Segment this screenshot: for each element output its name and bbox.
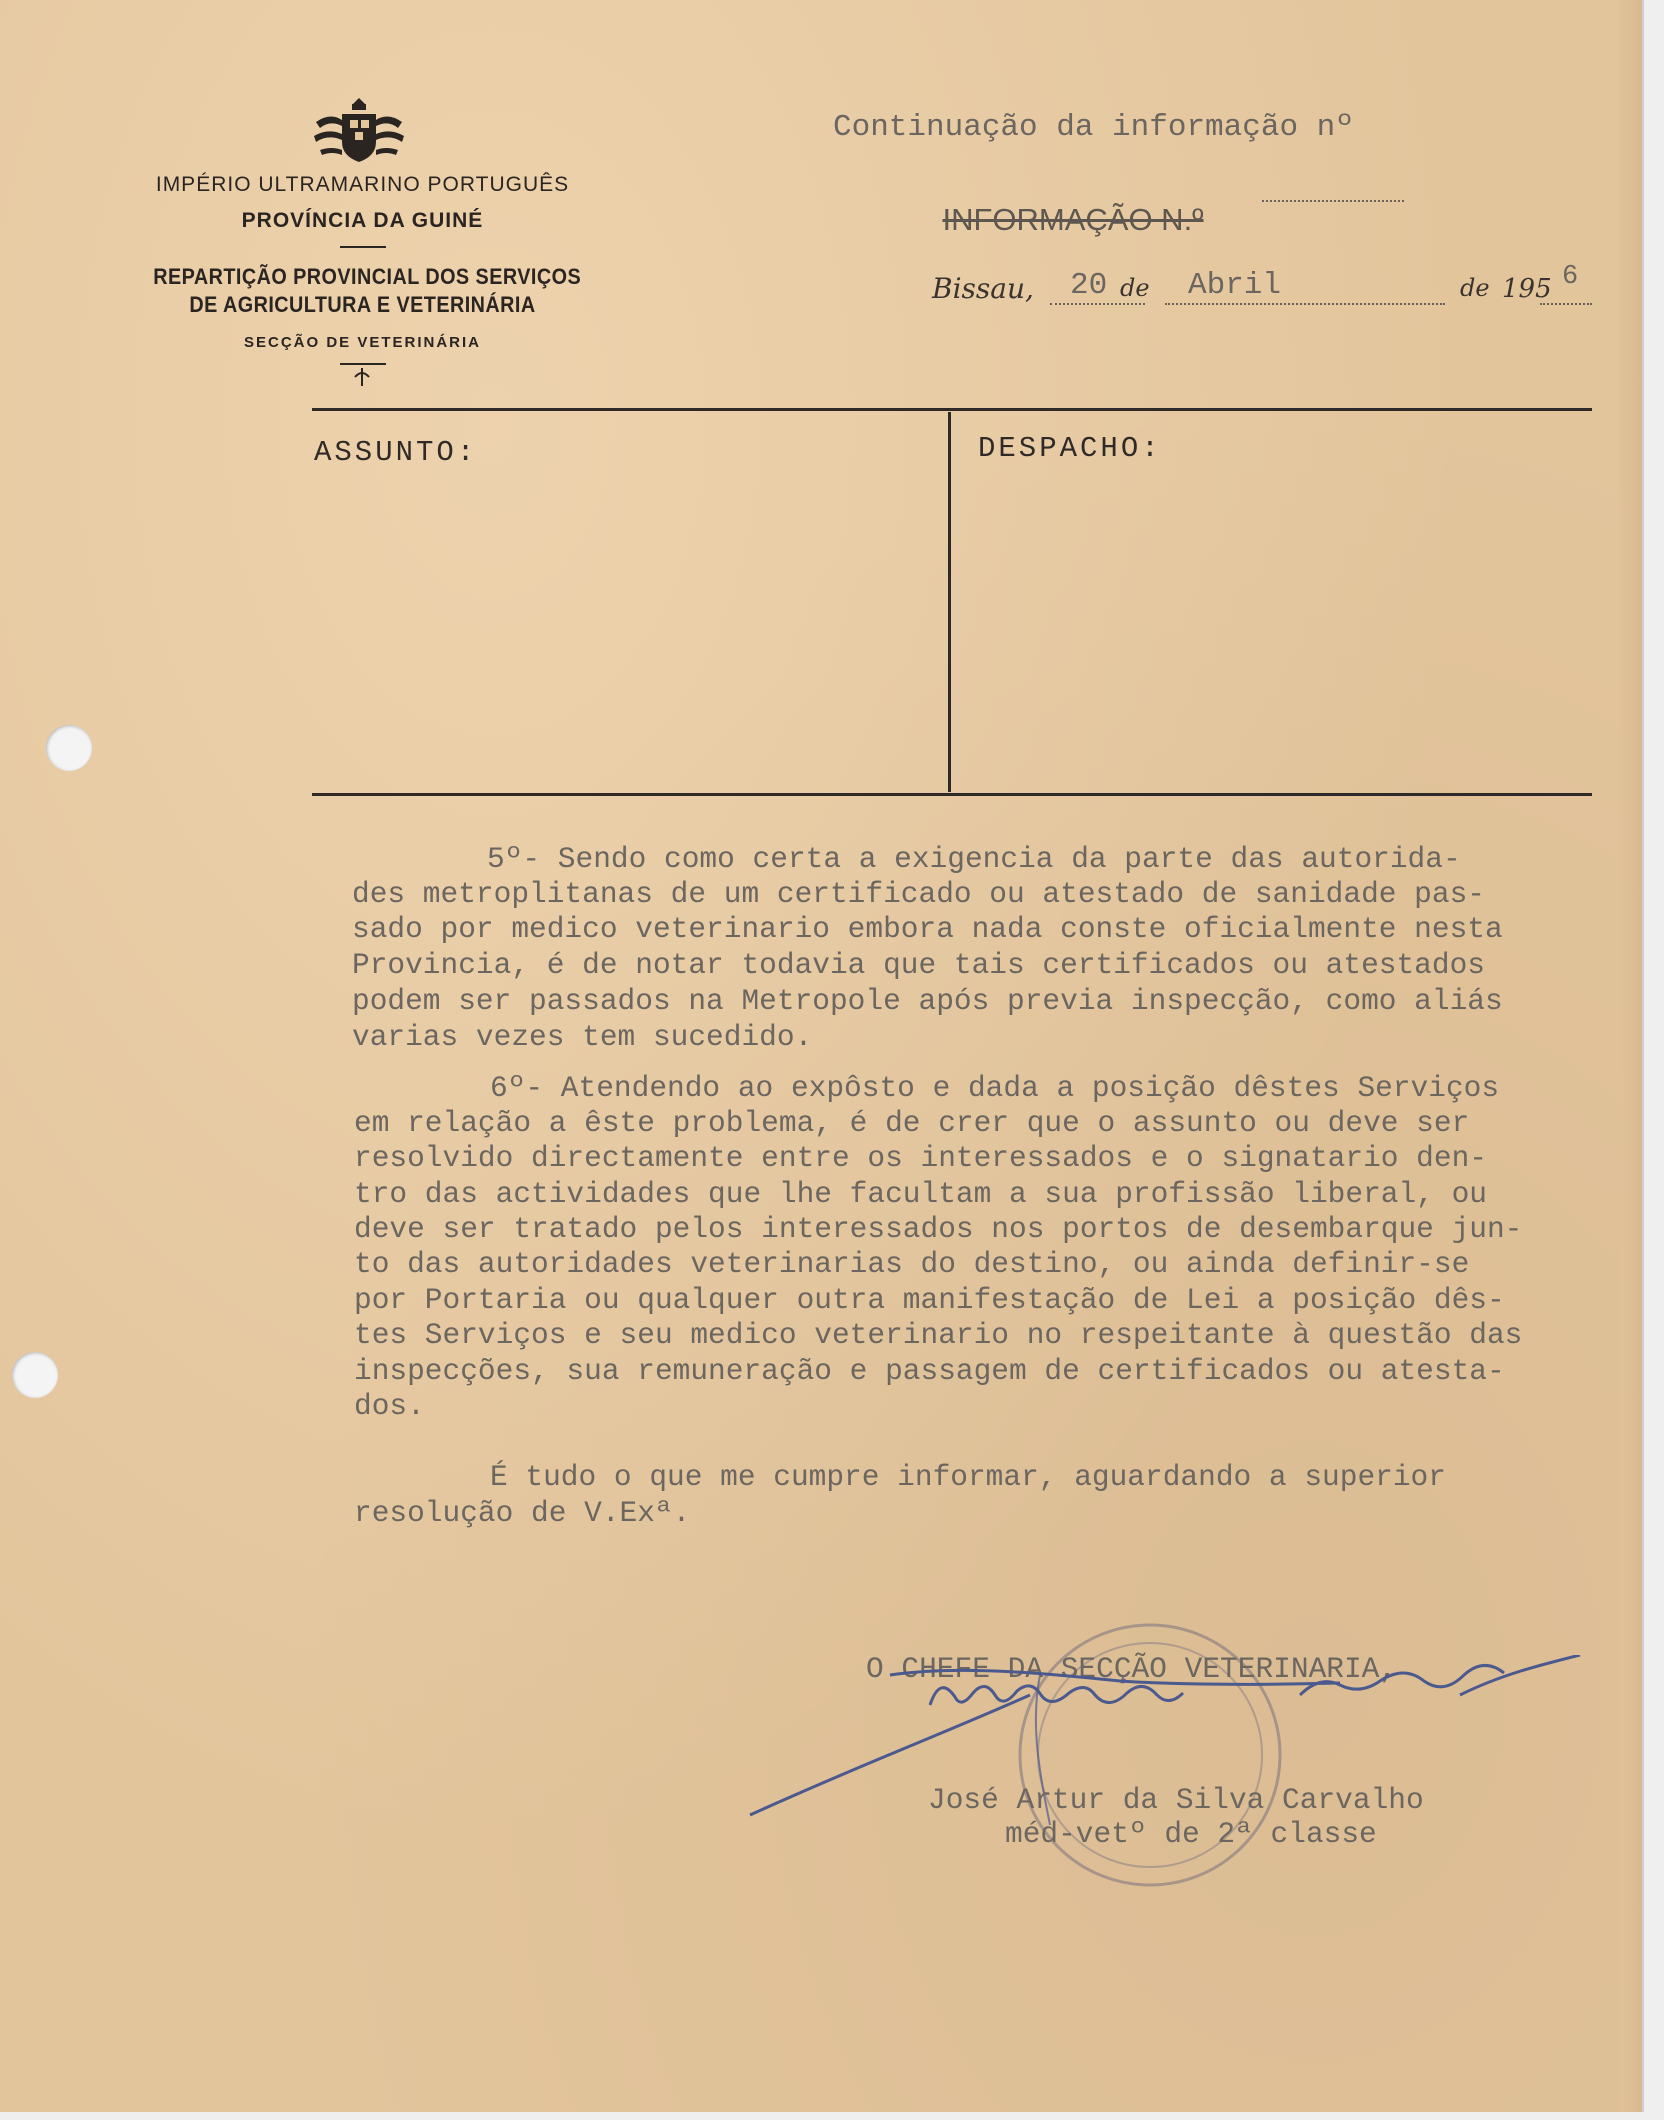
date-de-1: de — [1120, 274, 1150, 302]
form-bottom-rule — [312, 793, 1592, 796]
date-de-2: de — [1460, 274, 1490, 302]
text-line: por Portaria ou qualquer outra manifestação de Lei a posição dês- — [354, 1283, 1505, 1317]
info-number-dots — [1262, 200, 1404, 202]
struck-info-label: INFORMAÇÃO N.º — [942, 202, 1204, 237]
text-line: 5º- Sendo como certa a exigencia da parte das autorida- — [487, 842, 1461, 876]
ornament-icon — [352, 368, 372, 386]
page-edge — [1620, 0, 1642, 2112]
text-line: dos. — [354, 1389, 425, 1423]
place-label: Bissau, — [932, 272, 1034, 305]
text-line: varias vezes tem sucedido. — [352, 1020, 813, 1054]
text-line: tro das actividades que lhe facultam a sua profissão liberal, ou — [354, 1177, 1487, 1211]
date-day: 20 — [1070, 268, 1108, 303]
date-year-suffix: 6 — [1562, 262, 1579, 292]
text-line: des metroplitanas de um certificado ou atestado de sanidade pas- — [352, 877, 1485, 911]
signatory-rank: méd-vetº de 2ª classe — [1005, 1817, 1377, 1851]
assunto-label: ASSUNTO: — [314, 436, 478, 469]
text-line: tes Serviços e seu medico veterinario no respeitante à questão das — [354, 1318, 1523, 1352]
text-line: em relação a êste problema, é de crer que o assunto ou deve ser — [354, 1106, 1470, 1140]
form-top-rule — [312, 408, 1592, 411]
text-line: inspecções, sua remuneração e passagem de certificados ou atesta- — [354, 1354, 1505, 1388]
day-dots — [1050, 303, 1145, 305]
text-line: 6º- Atendendo ao expôsto e dada a posição dêstes Serviços — [490, 1071, 1500, 1105]
section-divider — [340, 363, 386, 365]
text-line: to das autoridades veterinarias do destino, ou ainda definir-se — [354, 1247, 1470, 1281]
text-line: É tudo o que me cumpre informar, aguardando a superior — [490, 1460, 1446, 1494]
text-line: resolução de V.Exª. — [354, 1496, 691, 1530]
coat-of-arms-icon — [312, 92, 406, 172]
text-line: resolvido directamente entre os interessados e o signatario den- — [354, 1141, 1487, 1175]
text-line: sado por medico veterinario embora nada conste oficialmente nesta — [352, 912, 1503, 946]
text-line: podem ser passados na Metropole após previa inspecção, como aliás — [352, 984, 1503, 1018]
date-month: Abril — [1188, 268, 1282, 303]
text-line: Provincia, é de notar todavia que tais certificados ou atestados — [352, 948, 1485, 982]
date-year: 195 — [1502, 274, 1552, 304]
header-divider — [340, 246, 386, 248]
despacho-label: DESPACHO: — [978, 432, 1162, 465]
section-heading: SECÇÃO DE VETERINÁRIA — [243, 334, 482, 351]
signature-title: O CHEFE DA SECÇÃO VETERINARIA, — [866, 1652, 1398, 1686]
form-divider-vertical — [948, 412, 951, 792]
continuation-label: Continuação da informação nº — [833, 110, 1354, 145]
empire-heading: IMPÉRIO ULTRAMARINO PORTUGUÊS — [155, 173, 570, 196]
text-line: deve ser tratado pelos interessados nos portos de desembarque jun- — [354, 1212, 1523, 1246]
month-dots — [1165, 303, 1445, 305]
department-heading-line1: REPARTIÇÃO PROVINCIAL DOS SERVIÇOS — [153, 264, 582, 289]
province-heading: PROVÍNCIA DA GUINÉ — [241, 209, 484, 232]
department-heading-line2: DE AGRICULTURA E VETERINÁRIA — [189, 292, 536, 317]
punch-hole-top — [46, 725, 92, 771]
year-dots — [1540, 303, 1592, 305]
signatory-name: José Artur da Silva Carvalho — [928, 1783, 1424, 1817]
punch-hole-bottom — [12, 1352, 58, 1398]
